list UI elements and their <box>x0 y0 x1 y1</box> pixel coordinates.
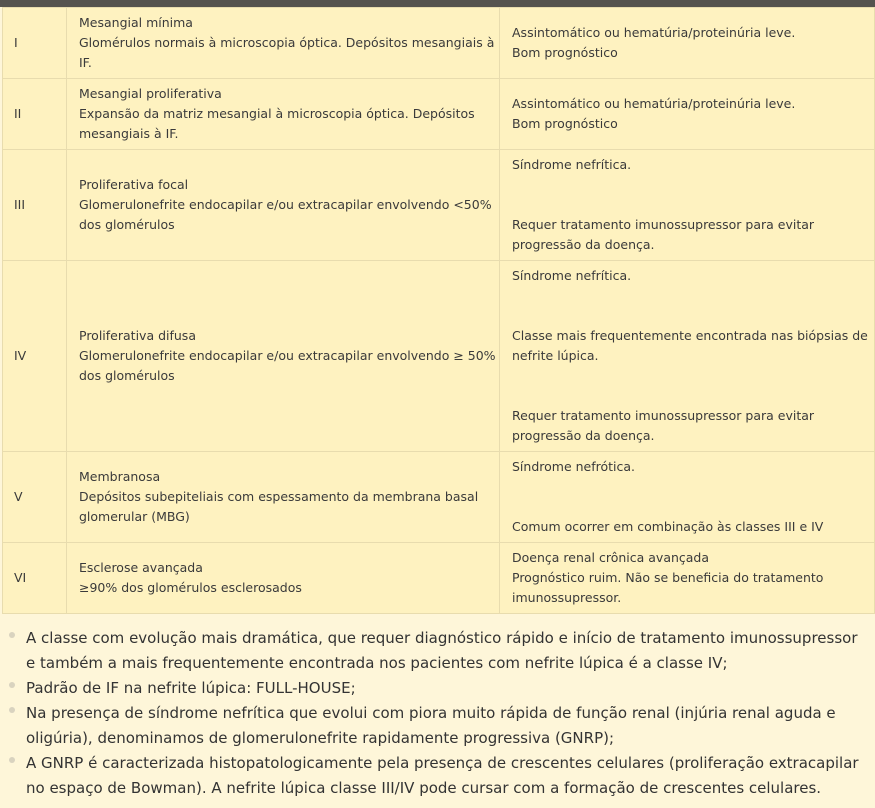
note-text: A classe com evolução mais dramática, que requer diagnóstico rápido e início de tratamento imunossupressor e também a mais frequentemente encontrada nos pacientes com nefrite lúpica é a classe IV; <box>26 629 858 672</box>
class-cell: V <box>3 452 67 543</box>
class-description: Depósitos subepiteliais com espessamento da membrana basal glomerular (MBG) <box>79 489 479 524</box>
list-item <box>0 701 870 751</box>
description-cell <box>67 261 500 452</box>
description-cell <box>67 543 500 614</box>
manifestations-cell <box>500 543 875 614</box>
manifestation: Assintomático ou hematúria/proteinúria leve. <box>512 96 796 111</box>
class-description: Expansão da matriz mesangial à microscopia óptica. Depósitos mesangiais à IF. <box>79 106 475 141</box>
manifestation: Bom prognóstico <box>512 45 618 60</box>
bullet-icon <box>9 682 15 688</box>
manifestation: Requer tratamento imunossupressor para evitar progressão da doença. <box>512 217 815 252</box>
list-item <box>0 751 870 801</box>
note-text: Padrão de IF na nefrite lúpica: FULL-HOUSE; <box>26 679 356 697</box>
manifestation: Síndrome nefrótica. <box>512 459 636 474</box>
class-description: ≥90% dos glomérulos esclerosados <box>79 580 302 595</box>
description-cell <box>67 8 500 79</box>
note-text: A GNRP é caracterizada histopatologicamente pela presença de crescentes celulares (proliferação extracapilar no espaço de Bowman). A nefrite lúpica classe III/IV pode cursar com a formação de crescentes celulares. <box>26 754 859 797</box>
class-description: Glomerulonefrite endocapilar e/ou extracapilar envolvendo ≥ 50% dos glomérulos <box>79 348 496 383</box>
class-name: Esclerose avançada <box>79 560 203 575</box>
class-cell: II <box>3 79 67 150</box>
notes-list <box>0 626 870 801</box>
description-cell <box>67 79 500 150</box>
table-row <box>3 8 875 79</box>
class-cell: I <box>3 8 67 79</box>
manifestation: Prognóstico ruim. Não se beneficia do tratamento imunossupressor. <box>512 570 824 605</box>
manifestations-cell <box>500 261 875 452</box>
class-name: Proliferativa difusa <box>79 328 196 343</box>
manifestations-cell <box>500 8 875 79</box>
bullet-icon <box>9 632 15 638</box>
table-row <box>3 150 875 261</box>
class-cell: VI <box>3 543 67 614</box>
class-name: Mesangial mínima <box>79 15 193 30</box>
manifestation: Síndrome nefrítica. <box>512 268 632 283</box>
table-row <box>3 543 875 614</box>
table-row <box>3 452 875 543</box>
manifestation: Bom prognóstico <box>512 116 618 131</box>
manifestation: Requer tratamento imunossupressor para evitar progressão da doença. <box>512 408 815 443</box>
table-header-bar <box>0 0 875 7</box>
class-name: Membranosa <box>79 469 161 484</box>
manifestation: Classe mais frequentemente encontrada nas biópsias de nefrite lúpica. <box>512 328 868 363</box>
manifestation: Comum ocorrer em combinação às classes III e IV <box>512 519 824 534</box>
class-description: Glomérulos normais à microscopia óptica. Depósitos mesangiais à IF. <box>79 35 495 70</box>
description-cell <box>67 452 500 543</box>
lupus-nephritis-classification-table <box>2 7 875 614</box>
note-text: Na presença de síndrome nefrítica que evolui com piora muito rápida de função renal (injúria renal aguda e oligúria), denominamos de glomerulonefrite rapidamente progressiva (GNRP); <box>26 704 836 747</box>
manifestations-cell <box>500 150 875 261</box>
bullet-icon <box>9 707 15 713</box>
list-item <box>0 676 870 701</box>
class-cell: III <box>3 150 67 261</box>
description-cell <box>67 150 500 261</box>
manifestations-cell <box>500 79 875 150</box>
class-name: Proliferativa focal <box>79 177 189 192</box>
list-item <box>0 626 870 676</box>
bullet-icon <box>9 757 15 763</box>
class-cell: IV <box>3 261 67 452</box>
table-row <box>3 261 875 452</box>
manifestation: Síndrome nefrítica. <box>512 157 632 172</box>
manifestation: Assintomático ou hematúria/proteinúria leve. <box>512 25 796 40</box>
table-row <box>3 79 875 150</box>
class-name: Mesangial proliferativa <box>79 86 222 101</box>
manifestation: Doença renal crônica avançada <box>512 550 710 565</box>
manifestations-cell <box>500 452 875 543</box>
class-description: Glomerulonefrite endocapilar e/ou extracapilar envolvendo <50% dos glomérulos <box>79 197 492 232</box>
